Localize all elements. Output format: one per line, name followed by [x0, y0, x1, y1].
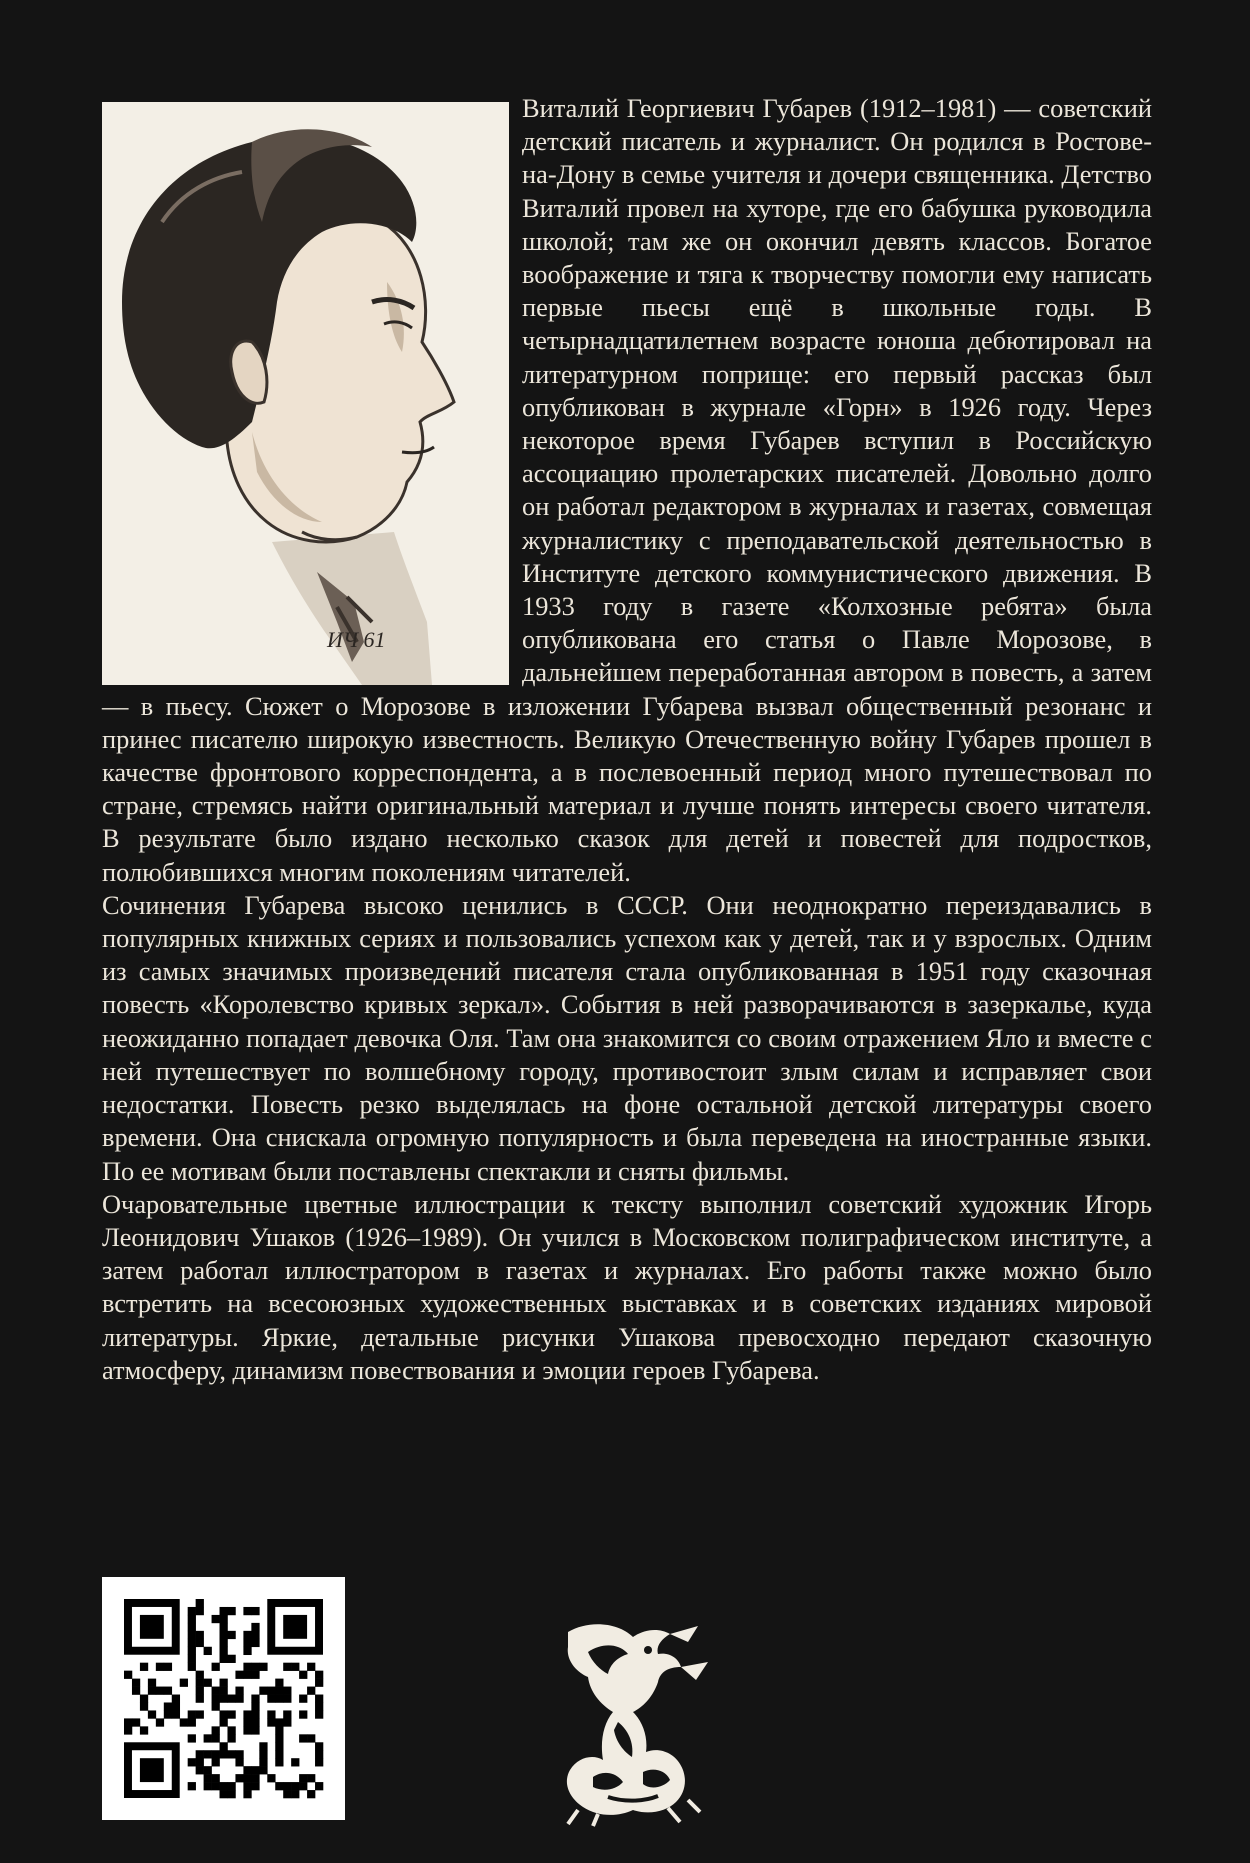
biography-text — [102, 92, 1152, 1387]
biography-paragraph-1: Виталий Георгиевич Губарев (1912–1981) — советский детский писатель и журналист. Он родился в Ростове-на-Дону в семье учителя и дочери священника. Детство Виталий провел на хуторе, где его бабушка руководила школой; там же он окончил девять классов. Богатое воображение и тяга к творчеству помогли ему написать первые пьесы ещё в школьные годы. В четырнадцатилетнем возрасте юноша дебютировал на литературном поприще: его первый рассказ был опубликован в журнале «Горн» в 1926 году. Через некоторое время Губарев вступил в Российскую ассоциацию пролетарских писателей. Довольно долго он работал редактором в журналах и газетах, совмещая журналистику с преподавательской деятельностью в Институте детского коммунистического движения. В 1933 году в газете «Колхозные ребята» была опубликована его статья о Павле Морозове, в дальнейшем переработанная автором в повесть, а затем — в пьесу. Сюжет о Морозове в изложении Губарева вызвал общественный резонанс и принес писателю широкую известность. Великую Отечественную войну Губарев прошел в качестве фронтового корреспондента, а в послевоенный период много путешествовал по стране, стремясь найти оригинальный материал и лучше понять интересы своего читателя. В результате было издано несколько сказок для детей и повестей для подростков, полюбившихся многим поколениям читателей. — [102, 93, 1152, 887]
qr-code-icon — [102, 1577, 345, 1820]
publisher-logo — [548, 1612, 718, 1827]
artist-signature: ИЧ 61 — [327, 627, 386, 652]
biography-paragraph-2: Сочинения Губарева высоко ценились в СССР. Они неоднократно переиздавались в популярных книжных сериях и пользовались успехом как у детей, так и у взрослых. Одним из самых значимых произведений писателя стала опубликованная в 1951 году сказочная повесть «Королевство кривых зеркал». События в ней разворачиваются в зазеркалье, куда неожиданно попадает девочка Оля. Там она знакомится со своим отражением Яло и вместе с ней путешествует по волшебному городу, противостоит злым силам и исправляет свои недостатки. Повесть резко выделялась на фоне остальной детской литературы своего времени. Она снискала огромную популярность и была переведена на иностранные языки. По ее мотивам были поставлены спектакли и сняты фильмы. — [102, 889, 1152, 1186]
dragon-logo-icon — [548, 1612, 718, 1827]
qr-code[interactable] — [102, 1577, 345, 1820]
biography-paragraph-3: Очаровательные цветные иллюстрации к тексту выполнил советский художник Игорь Леонидович Ушаков (1926–1989). Он учился в Московском полиграфическом институте, а затем работал иллюстратором в газетах и журналах. Его работы также можно было встретить на всесоюзных художественных выставках и в советских изданиях мировой литературы. Яркие, детальные рисунки Ушакова превосходно передают сказочную атмосферу, динамизм повествования и эмоции героев Губарева. — [102, 1188, 1152, 1385]
portrait-float-spacer — [102, 92, 522, 685]
